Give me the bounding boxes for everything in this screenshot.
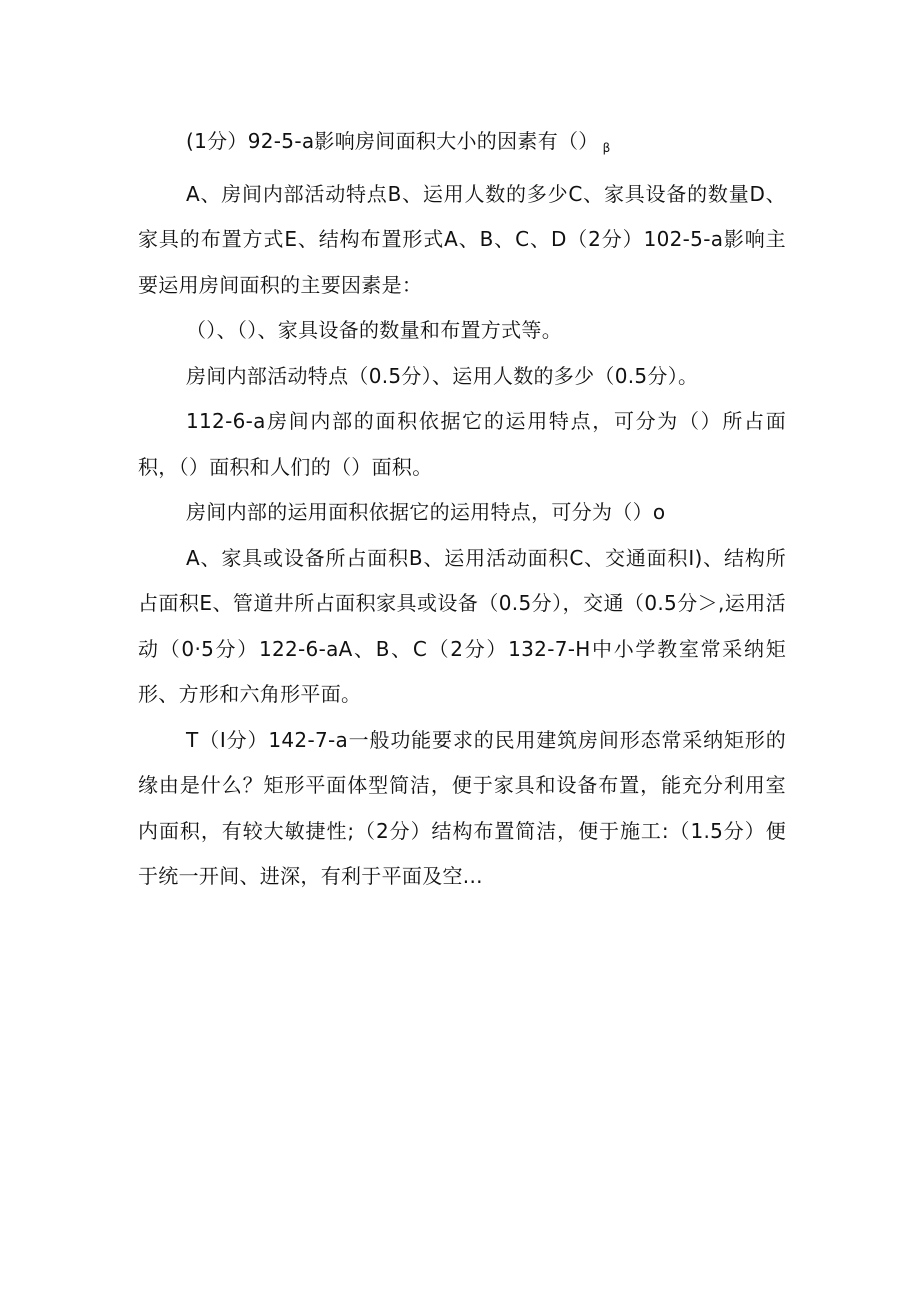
paragraph-5: 112-6-a房间内部的面积依据它的运用特点，可分为（）所占面积，（）面积和人们的（）面积。 [138,409,786,479]
paragraph-2: A、房间内部活动特点B、运用人数的多少C、家具设备的数量D、家具的布置方式E、结构布置形式A、B、C、D（2分）102-5-a影响主要运用房间面积的主要因素是： [138,181,786,297]
paragraph-4: 房间内部活动特点（0.5分）、运用人数的多少（0.5分）。 [186,363,699,388]
paragraph-1 [138,119,786,172]
paragraph-3: （）、（）、家具设备的数量和布置方式等。 [186,318,562,342]
paragraph-1-text: (1分）92-5-a影响房间面积大小的因素有（） [186,129,599,153]
beta-mark: β [602,141,611,155]
paragraph-8: T（I分）142-7-a一般功能要求的民用建筑房间形态常采纳矩形的缘由是什么？矩形平面体型简洁，便于家具和设备布置，能充分利用室内面积，有较大敏捷性;（2分）结构布置简洁，便于施工:（1.5分）便于统一开间、进深，有利于平面及空... [138,727,786,888]
paragraph-6: 房间内部的运用面积依据它的运用特点，可分为（）o [186,500,666,524]
paragraph-7: A、家具或设备所占面积B、运用活动面积C、交通面积I)、结构所占面积E、管道井所占面积家具或设备（0.5分），交通（0.5分＞,运用活动（0·5分）122-6-aA、B、C（2分）132-7-H中小学教室常采纳矩形、方形和六角形平面。 [138,545,786,706]
document-body [138,119,786,900]
